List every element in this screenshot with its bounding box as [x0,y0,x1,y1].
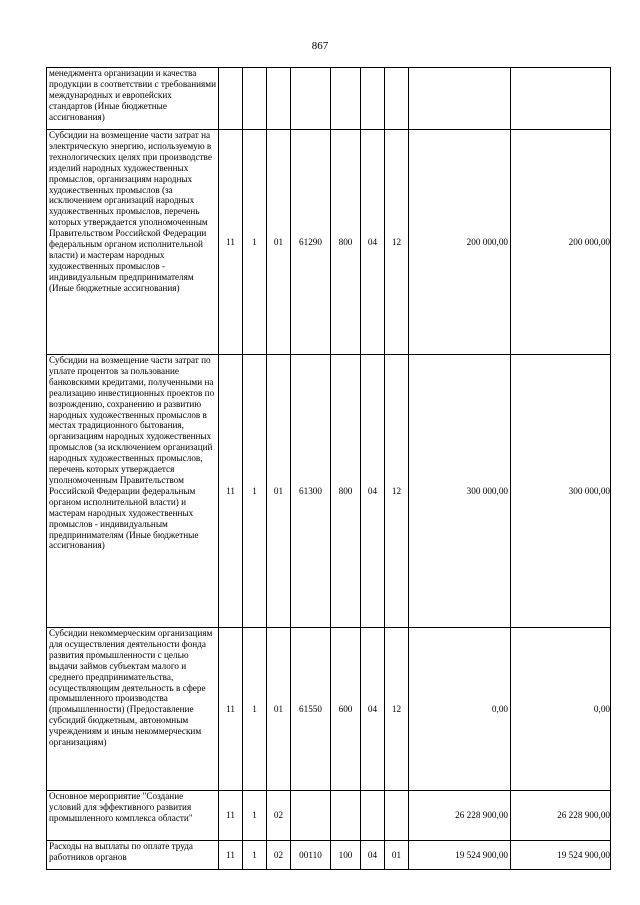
code-program: 11 [219,628,243,791]
amount-year-1: 0,00 [409,628,511,791]
amount-year-1: 19 524 900,00 [409,841,511,870]
code-program: 11 [219,130,243,355]
code-expense-type: 600 [331,628,361,791]
code-program [219,68,243,130]
code-subsection: 12 [385,628,409,791]
budget-table [46,67,611,870]
code-program: 11 [219,841,243,870]
code-program: 11 [219,355,243,628]
code-expense-type: 800 [331,130,361,355]
code-subsection [385,68,409,130]
code-expense [291,791,331,841]
row-description: Основное мероприятие "Создание условий для эффективного развития промышленного комплекса области" [47,791,219,841]
amount-year-2: 200 000,00 [511,130,611,355]
code-section: 04 [361,628,385,791]
page-number: 867 [311,40,329,52]
code-section: 04 [361,841,385,870]
code-subprogram: 1 [243,841,267,870]
code-subprogram: 1 [243,628,267,791]
code-subsection: 12 [385,130,409,355]
code-expense-type: 800 [331,355,361,628]
code-expense: 61290 [291,130,331,355]
row-description: Субсидии на возмещение части затрат на электрическую энергию, используемую в технологических целях при производстве изделий народных художественных промыслов, организациям народных художественных промыслов (за исключением организаций народных художественных промыслов, перечень которых утверждается уполномоченным Правительством Российской Федерации федеральным органом исполнительной власти) и мастерам народных художественных промыслов - индивидуальным предпринимателям (Иные бюджетные ассигнования) [47,130,219,355]
amount-year-1: 26 228 900,00 [409,791,511,841]
amount-year-2 [511,68,611,130]
amount-year-2: 0,00 [511,628,611,791]
row-description: Субсидии некоммерческим организациям для осуществления деятельности фонда развития промышленности с целью выдачи займов субъектам малого и среднего предпринимательства, осуществляющим деятельность в сфере промышленного производства (промышленности) (Предоставление субсидий бюджетным, автономным учреждениям и иным некоммерческим организациям) [47,628,219,791]
code-main-event: 01 [267,628,291,791]
table-row [47,628,611,791]
code-program: 11 [219,791,243,841]
code-main-event: 01 [267,130,291,355]
code-subsection: 01 [385,841,409,870]
code-subprogram: 1 [243,355,267,628]
code-expense: 61300 [291,355,331,628]
code-subprogram: 1 [243,791,267,841]
row-description: Субсидии на возмещение части затрат по уплате процентов за пользование банковскими кредитами, полученными на реализацию инвестиционных проектов по возрождению, сохранению и развитию народных художественных промыслов в местах традиционного бытования, организациям народных художественных промыслов (за исключением организаций народных художественных промыслов, перечень которых утверждается уполномоченным Правительством Российской Федерации федеральным органом исполнительной власти) и мастерам народных художественных промыслов - индивидуальным предпринимателям (Иные бюджетные ассигнования) [47,355,219,628]
amount-year-2: 300 000,00 [511,355,611,628]
amount-year-2: 26 228 900,00 [511,791,611,841]
table-row [47,68,611,130]
code-expense: 61550 [291,628,331,791]
table-row [47,355,611,628]
code-main-event: 02 [267,841,291,870]
code-subsection: 12 [385,355,409,628]
code-expense-type: 100 [331,841,361,870]
code-section: 04 [361,355,385,628]
code-main-event [267,68,291,130]
amount-year-2: 19 524 900,00 [511,841,611,870]
row-description: менеджмента организации и качества продукции в соответствии с требованиями международных и европейских стандартов (Иные бюджетные ассигнования) [47,68,219,130]
code-subprogram [243,68,267,130]
table-row [47,841,611,870]
code-expense [291,68,331,130]
table-row [47,130,611,355]
code-main-event: 01 [267,355,291,628]
row-description: Расходы на выплаты по оплате труда работников органов [47,841,219,870]
amount-year-1: 200 000,00 [409,130,511,355]
table-row [47,791,611,841]
code-subprogram: 1 [243,130,267,355]
code-main-event: 02 [267,791,291,841]
code-expense: 00110 [291,841,331,870]
code-expense-type [331,791,361,841]
code-section: 04 [361,130,385,355]
code-section [361,791,385,841]
amount-year-1: 300 000,00 [409,355,511,628]
amount-year-1 [409,68,511,130]
code-expense-type [331,68,361,130]
code-section [361,68,385,130]
code-subsection [385,791,409,841]
